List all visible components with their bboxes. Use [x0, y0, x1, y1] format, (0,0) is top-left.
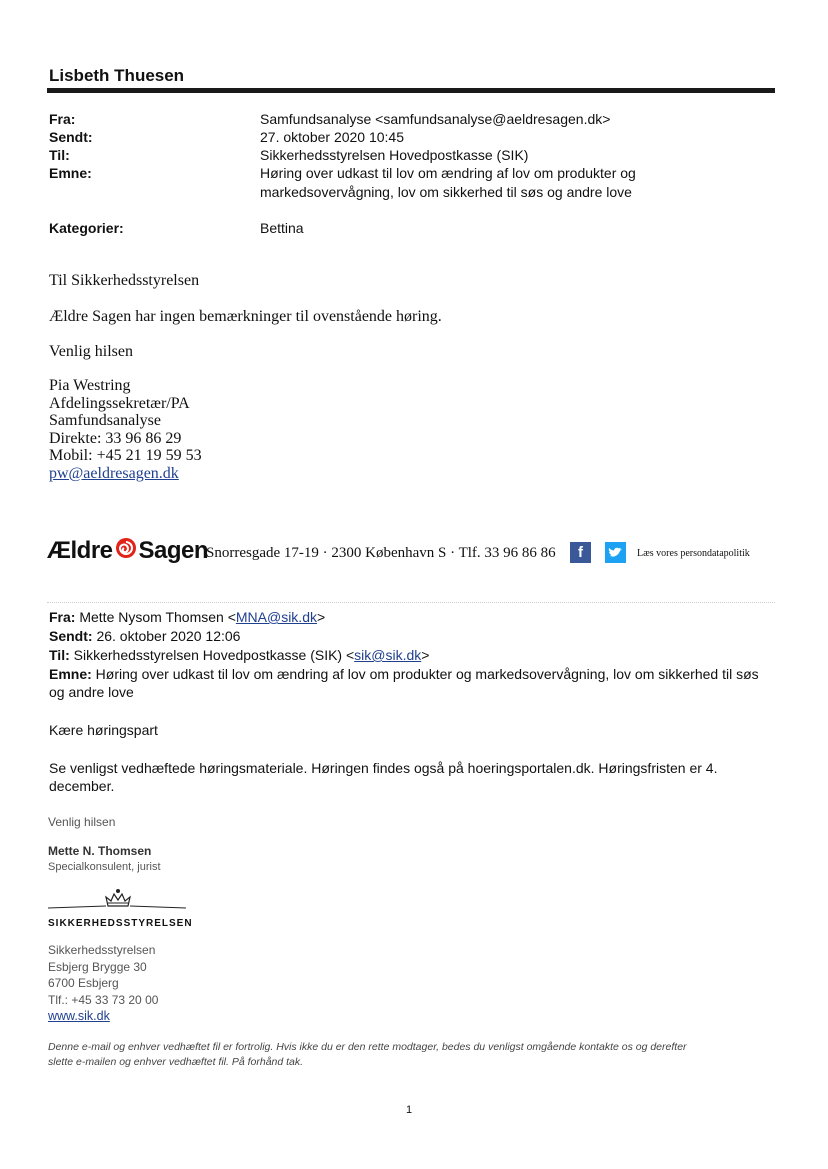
forwarded-greeting: Kære høringspart [49, 722, 158, 738]
from-value: Samfundsanalyse <samfundsanalyse@aeldresagen.dk> [260, 111, 611, 127]
from-label: Fra: [49, 111, 76, 127]
page-number: 1 [406, 1104, 413, 1116]
forwarded-sent [49, 627, 240, 645]
forwarded-to-label: Til: [49, 647, 70, 663]
contact-agency: Sikkerhedsstyrelsen [48, 943, 156, 957]
crown-logo-icon [48, 886, 188, 908]
subject-value: Høring over udkast til lov om ændring af lov om produkter og [260, 165, 636, 181]
aeldre-sagen-logo [47, 537, 208, 566]
website-link[interactable]: www.sik.dk [48, 1009, 110, 1023]
signature-email-link[interactable]: pw@aeldresagen.dk [49, 464, 179, 482]
subject-value-line2: markedsovervågning, lov om sikkerhed til søs og andre love [260, 184, 632, 200]
to-value: Sikkerhedsstyrelsen Hovedpostkasse (SIK) [260, 147, 529, 163]
signature-mobile: Mobil: +45 21 19 59 53 [49, 447, 202, 464]
forwarded-from-label: Fra: [49, 609, 76, 625]
org-address: Snorresgade 17-19 · 2300 København S · Tlf. 33 96 86 86 [206, 545, 556, 561]
contact-phone: Tlf.: +45 33 73 20 00 [48, 992, 159, 1007]
disclaimer-line1: Denne e-mail og enhver vedhæftet fil er fortrolig. Hvis ikke du er den rette modtager, bedes du venligst omgående kontakte os og derefter [48, 1041, 687, 1053]
logo-text-right: Sagen [138, 537, 209, 564]
sent-label: Sendt: [49, 129, 93, 145]
forwarded-sent-label: Sendt: [49, 628, 93, 644]
forwarded-sent-value: 26. oktober 2020 12:06 [92, 628, 241, 644]
categories-value: Bettina [260, 220, 304, 236]
reply-signature [49, 377, 202, 482]
forwarded-body-line1: Se venligst vedhæftede høringsmateriale. Høringen findes også på hoeringsportalen.dk. Høringsfristen er 4. [49, 760, 718, 776]
forwarded-from-email-link[interactable]: MNA@sik.dk [235, 609, 317, 625]
reply-body: Ældre Sagen har ingen bemærkninger til ovenstående høring. [49, 308, 442, 325]
privacy-policy-link[interactable]: Læs vores persondatapolitik [637, 548, 750, 559]
signature-department: Samfundsanalyse [49, 412, 161, 429]
forwarded-signature-title: Specialkonsulent, jurist [48, 861, 161, 873]
twitter-icon[interactable] [605, 542, 626, 563]
forwarded-to [49, 646, 429, 664]
signature-name: Pia Westring [49, 377, 131, 394]
facebook-icon[interactable]: f [570, 542, 591, 563]
forwarded-signature-name: Mette N. Thomsen [48, 844, 152, 858]
header-divider [47, 88, 775, 93]
forwarded-subject-line2: og andre love [49, 684, 134, 700]
forwarded-to-email-link[interactable]: sik@sik.dk [354, 647, 422, 663]
contact-city: 6700 Esbjerg [48, 976, 119, 990]
forwarded-subject-label: Emne: [49, 666, 92, 682]
forwarded-from-bracket: > [316, 609, 326, 625]
forwarded-subject-value: Høring over udkast til lov om ændring af lov om produkter og markedsovervågning, lov om sikkerhed til søs [91, 666, 759, 682]
forwarded-from-name: Mette Nysom Thomsen < [75, 609, 236, 625]
reply-closing: Venlig hilsen [49, 343, 133, 360]
disclaimer-line2: slette e-mailen og enhver vedhæftet fil. På forhånd tak. [48, 1056, 304, 1068]
forwarded-subject [49, 665, 769, 683]
contact-street: Esbjerg Brygge 30 [48, 959, 147, 974]
email-separator [47, 602, 775, 603]
subject-label: Emne: [49, 165, 92, 181]
forwarded-to-bracket: > [421, 647, 430, 663]
agency-name: SIKKERHEDSSTYRELSEN [48, 918, 193, 929]
forwarded-body-line2: december. [49, 778, 115, 794]
signature-direct-phone: Direkte: 33 96 86 29 [49, 429, 182, 447]
forwarded-closing: Venlig hilsen [48, 815, 116, 829]
agency-contact [48, 942, 158, 1025]
forwarded-from [49, 608, 325, 626]
categories-label: Kategorier: [49, 220, 124, 236]
reply-greeting: Til Sikkerhedsstyrelsen [49, 272, 200, 289]
signature-title: Afdelingssekretær/PA [49, 394, 190, 412]
to-label: Til: [49, 147, 70, 163]
sender-name: Lisbeth Thuesen [49, 66, 185, 85]
sent-value: 27. oktober 2020 10:45 [260, 129, 405, 145]
spiral-logo-icon [115, 537, 137, 566]
logo-text-left: Ældre [47, 537, 113, 564]
forwarded-to-name: Sikkerhedsstyrelsen Hovedpostkasse (SIK) < [69, 647, 355, 663]
confidentiality-disclaimer [48, 1040, 758, 1070]
